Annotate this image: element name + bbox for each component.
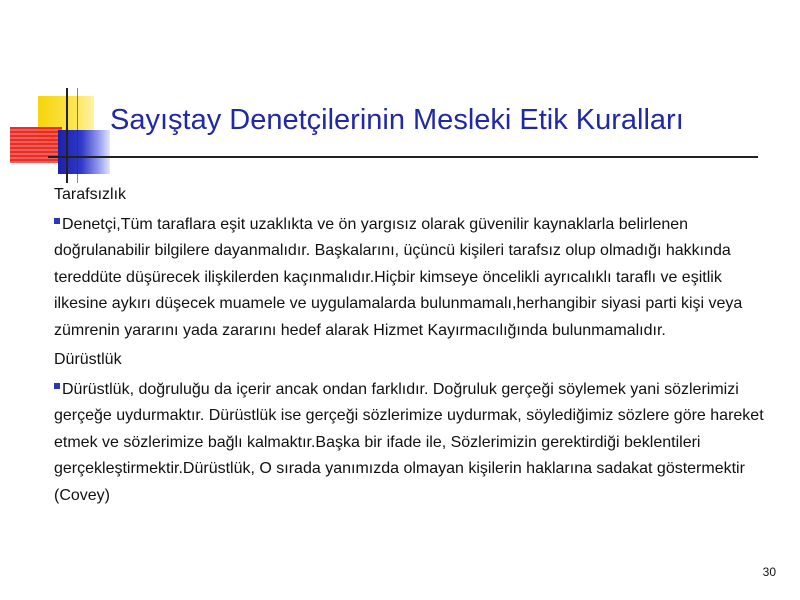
- logo-vertical-line-2: [77, 88, 78, 183]
- square-bullet-icon: [54, 218, 60, 224]
- title-underline: [48, 156, 758, 158]
- slide-content: [54, 182, 774, 509]
- page-number: 30: [762, 565, 776, 579]
- logo-vertical-line: [66, 88, 68, 183]
- section-text-durustluk: Dürüstlük, doğruluğu da içerir ancak ondan farklıdır. Doğruluk gerçeği söylemek yani sözlerimizi gerçeğe uydurmaktır. Dürüstlük ise gerçeği sözlerimize uydurmak, söylediğimiz sözlere göre hareket etmek ve sözlerimize bağlı kalmaktır.Başka bir ifade ile, Sözlerimizin gerektirdiği beklentileri gerçekleştirmektir.Dürüstlük, O sırada yanımızda olmayan kişilerin haklarına sadakat göstermektir (Covey): [54, 380, 764, 504]
- square-bullet-icon: [54, 383, 60, 389]
- section-paragraph-tarafsizlik: [54, 212, 774, 345]
- section-paragraph-durustluk: [54, 377, 774, 510]
- section-heading-tarafsizlik: Tarafsızlık: [54, 186, 127, 203]
- section-text-tarafsizlik: Denetçi,Tüm taraflara eşit uzaklıkta ve ön yargısız olarak güvenilir kaynaklarla belirlenen doğrulanabilir bilgilere dayanmalıdır. Başkalarını, üçüncü kişileri tarafsız olup olmadığı hakkında tereddüte düşürecek ilişkilerden kaçınmalıdır.Hiçbir kimseye öncelikli ayrıcalıklı taraflı ve eşitlik ilkesine aykırı düşecek muamele ve uygulamalarda bulunmamalı,herhangibir siyasi parti kişi veya zümrenin yararını yada zararını hedef alarak Hizmet Kayırmacılığında bulunmamalıdır.: [54, 215, 743, 339]
- section-heading-durustluk: Dürüstlük: [54, 351, 122, 368]
- slide-title: Sayıştay Denetçilerinin Mesleki Etik Kuralları: [110, 104, 684, 136]
